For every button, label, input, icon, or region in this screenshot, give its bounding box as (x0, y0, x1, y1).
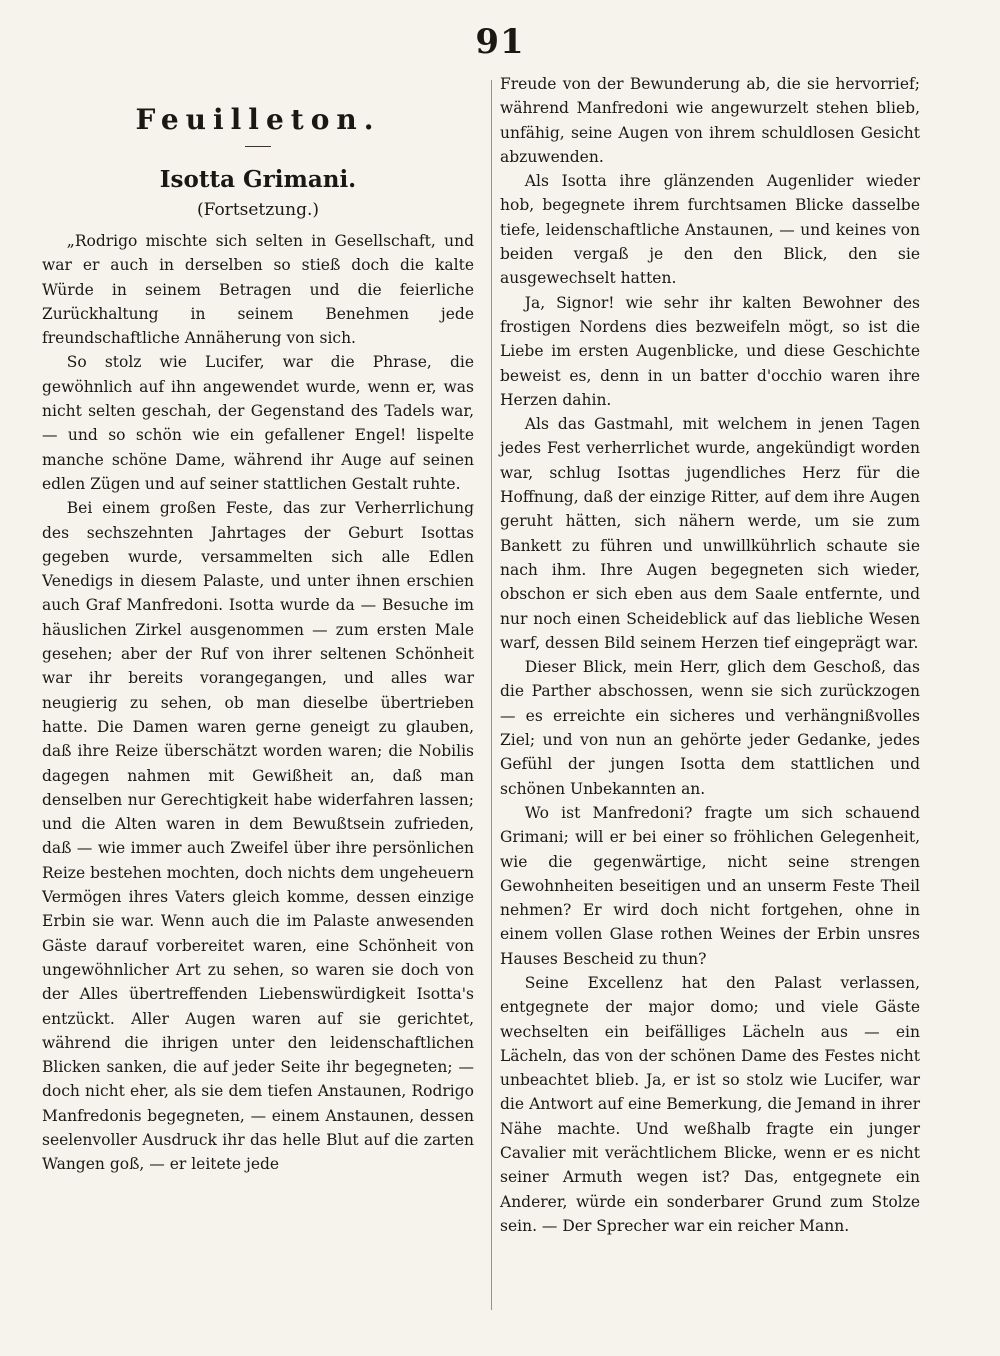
paragraph: Seine Excellenz hat den Palast verlassen, entgegnete der major domo; und viele Gäste wechselten ein beifälliges Lächeln aus — ein Lächeln, das von der schönen Dame des Festes nicht unbeachtet blieb. Ja, er ist so stolz wie Lucifer, war die Antwort auf eine Bemerkung, die Jemand in ihrer Nähe machte. Und weßhalb fragte ein junger Cavalier mit verächtlichem Blicke, wenn er es nicht seiner Armuth wegen ist? Das, entgegnete ein Anderer, würde ein sonderbarer Grund zum Stolze sein. — Der Sprecher war ein reicher Mann. (500, 973, 920, 1235)
paragraph: So stolz wie Lucifer, war die Phrase, die gewöhnlich auf ihn angewendet wurde, wenn er, was nicht selten geschah, der Gegenstand des Tadels war, — und so schön wie ein gefallener Engel! lispelte manche schöne Dame, während ihr Auge auf seinen edlen Zügen und auf seiner stattlichen Gestalt ruhte. (42, 353, 474, 493)
story-title: Isotta Grimani. (159, 166, 357, 193)
paragraph: Wo ist Manfredoni? fragte um sich schauend Grimani; will er bei einer so fröhlichen Gelegenheit, wie die gegenwärtige, nicht seine strengen Gewohnheiten beseitigen und an unserm Feste Theil nehmen? Er wird doch nicht fortgehen, ohne in einem vollen Glase rothen Weines der Erbin unsres Hauses Bescheid zu thun? (500, 803, 920, 968)
column-divider (491, 80, 492, 1310)
story-subtitle: (Fortsetzung.) (196, 200, 320, 220)
page-number: 91 (475, 22, 525, 62)
paragraph: Dieser Blick, mein Herr, glich dem Geschoß, das die Parther abschossen, wenn sie sich zurückzogen — es erreichte ein sicheres und verhängnißvolles Ziel; und von nun an gehörte jeder Gedanke, jedes Gefühl der jungen Isotta dem stattlichen und schönen Unbekannten an. (500, 658, 920, 798)
paragraph: Ja, Signor! wie sehr ihr kalten Bewohner des frostigen Nordens dies bezweifeln mögt, so ist die Liebe im ersten Augenblicke, und diese Geschichte beweist es, denn in un batter d'occhio waren ihre Herzen dahin. (500, 293, 920, 409)
paragraph: Bei einem großen Feste, das zur Verherrlichung des sechszehnten Jahrtages der Geburt Isottas gegeben wurde, versammelten sich alle Edlen Venedigs in diesem Palaste, und unter ihnen erschien auch Graf Manfredoni. Isotta wurde da — Besuche im häuslichen Zirkel ausgenommen — zum ersten Male gesehen; aber der Ruf von ihrer seltenen Schönheit war ihr bereits vorangegangen, und alles war neugierig zu sehen, ob man dieselbe übertrieben hatte. Die Damen waren gerne geneigt zu glauben, daß ihre Reize überschätzt worden waren; die Nobilis dagegen nahmen mit Gewißheit an, daß man denselben nur Gerechtigkeit habe widerfahren lassen; und die Alten waren in dem Bewußtsein zufrieden, daß — wie immer auch Zweifel über ihre persönlichen Reize bestehen mochten, doch nichts dem ungeheuern Vermögen ihres Vaters gleich komme, dessen einzige Erbin sie war. Wenn auch die im Palaste anwesenden Gäste darauf vorbereitet waren, eine Schönheit von ungewöhnlicher Art zu sehen, so waren sie doch von der Alles übertreffenden Liebenswürdigkeit Isotta's entzückt. Aller Augen waren auf sie gerichtet, während die ihrigen unter den leidenschaftlichen Blicken sanken, die auf jeder Seite ihr begegneten; — doch nicht eher, als sie dem tiefen Anstaunen, Rodrigo Manfredonis begegneten, — einem Anstaunen, dessen seelenvoller Ausdruck ihr das helle Blut auf die zarten Wangen goß, — er leitete jede (42, 499, 474, 1174)
paragraph: Als das Gastmahl, mit welchem in jenen Tagen jedes Fest verherrlichet wurde, angekündigt worden war, schlug Isottas jugendliches Herz für die Hoffnung, daß der einzige Ritter, auf dem ihre Augen geruht hätten, sich nähern werde, um sie zum Bankett zu führen und unwillkührlich schaute sie nach ihm. Ihre Augen begegneten sich wieder, obschon er sich eben aus dem Saale entfernte, und nur noch einen Scheideblick auf das liebliche Wesen warf, dessen Bild seinem Herzen tief eingeprägt war. (500, 415, 920, 652)
paragraph: „Rodrigo mischte sich selten in Gesellschaft, und war er auch in derselben so stieß doch die kalte Würde in seinem Betragen und die feierliche Zurückhaltung in seinem Benehmen jede freundschaftliche Annäherung von sich. (42, 232, 474, 348)
paragraph: Als Isotta ihre glänzenden Augenlider wieder hob, begegnete ihrem furchtsamen Blicke dasselbe tiefe, leidenschaftliche Anstaunen, — und keines von beiden vergaß je den den Blick, den sie ausgewechselt hatten. (500, 172, 920, 288)
left-column (42, 86, 474, 1177)
right-column (500, 72, 920, 1238)
paragraph: Freude von der Bewunderung ab, die sie hervorrief; während Manfredoni wie angewurzelt stehen blieb, unfähig, seine Augen von ihrem schuldlosen Gesicht abzuwenden. (500, 75, 920, 166)
section-heading: Feuilleton. (135, 103, 381, 136)
heading-rule (245, 146, 271, 147)
